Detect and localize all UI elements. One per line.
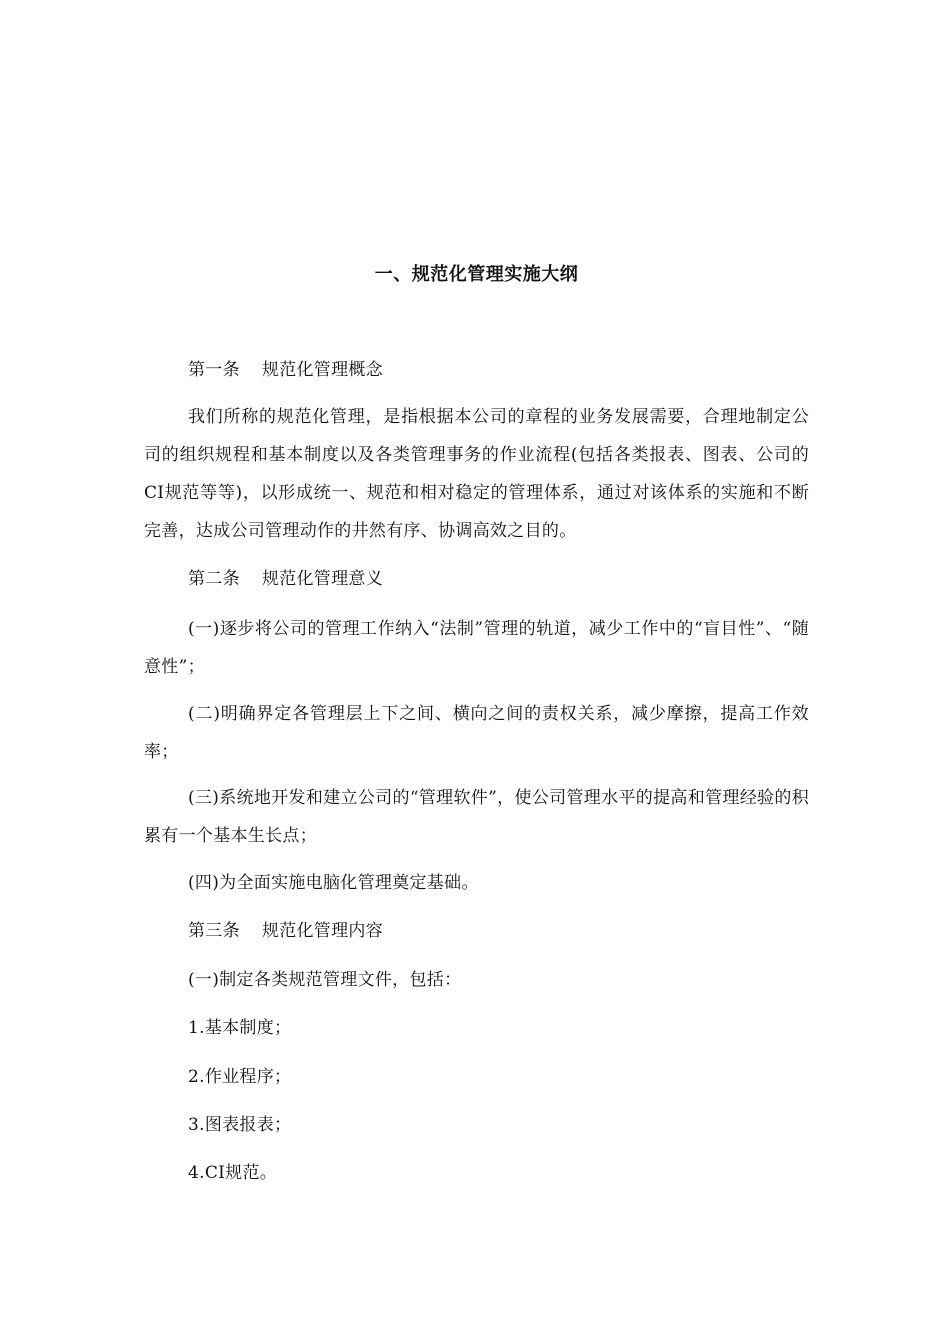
article3-intro: (一)制定各类规范管理文件，包括： <box>188 970 462 990</box>
article2-item: (三)系统地开发和建立公司的“管理软件”，使公司管理水平的提高和管理经验的积累有一个基本生长点； <box>144 788 809 846</box>
article1-heading <box>144 351 809 389</box>
article2-heading <box>144 560 809 598</box>
article1-title: 规范化管理概念 <box>261 360 384 380</box>
article2-number: 第二条 <box>188 569 240 589</box>
article3-number: 第三条 <box>188 921 240 941</box>
article1-body: 我们所称的规范化管理，是指根据本公司的章程的业务发展需要，合理地制定公司的组织规程和基本制度以及各类管理事务的作业流程(包括各类报表、图表、公司的CI规范等等)，以形成统一、规范和相对稳定的管理体系，通过对该体系的实施和不断完善，达成公司管理动作的井然有序、协调高效之目的。 <box>144 407 809 541</box>
article2-item: (一)逐步将公司的管理工作纳入“法制”管理的轨道，减少工作中的“盲目性”、“随意性”； <box>144 619 809 677</box>
article3-item: 3.图表报表； <box>188 1115 292 1135</box>
article3-item: 2.作业程序； <box>188 1067 292 1087</box>
article3-title: 规范化管理内容 <box>261 921 384 941</box>
article3-item: 1.基本制度； <box>188 1018 292 1038</box>
article2-item: (四)为全面实施电脑化管理奠定基础。 <box>188 873 479 893</box>
article2-title: 规范化管理意义 <box>261 569 384 589</box>
article3-item: 4.CI规范。 <box>188 1163 278 1183</box>
article1-number: 第一条 <box>188 360 240 380</box>
article2-item: (二)明确界定各管理层上下之间、横向之间的责权关系，减少摩擦，提高工作效率； <box>144 704 809 762</box>
article3-heading <box>144 912 809 950</box>
document-title: 一、规范化管理实施大纲 <box>374 264 579 285</box>
